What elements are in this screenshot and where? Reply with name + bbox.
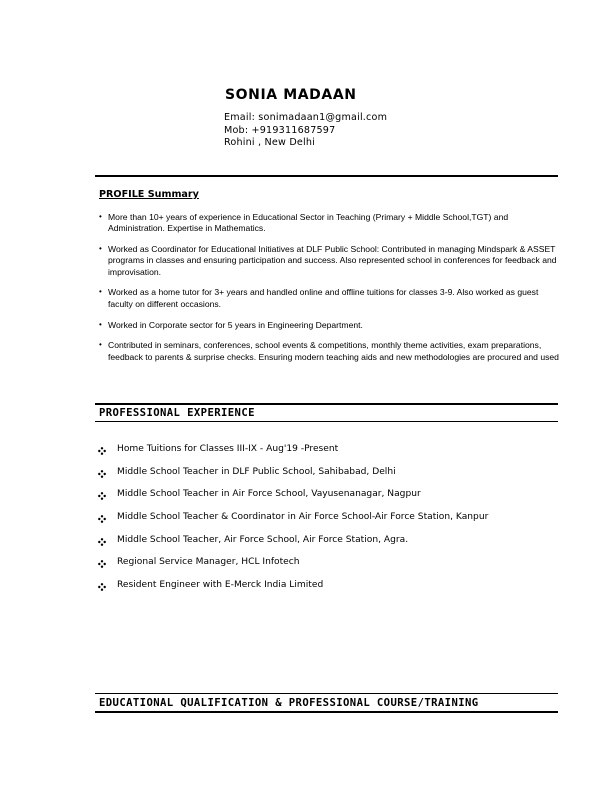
list-item	[99, 244, 559, 278]
diamond-bullet-icon	[98, 538, 106, 546]
list-item	[99, 212, 559, 235]
diamond-bullet-icon	[98, 492, 106, 500]
bullet-icon: •	[99, 319, 102, 329]
list-item	[99, 320, 559, 331]
email-line: Email: sonimadaan1@gmail.com	[224, 112, 388, 123]
experience-bottom-rule	[95, 421, 558, 422]
profile-summary-list	[99, 212, 559, 372]
profile-summary-heading: PROFILE Summary	[99, 189, 199, 200]
bullet-icon: •	[99, 340, 102, 350]
list-item	[98, 512, 558, 535]
list-item	[98, 444, 558, 467]
list-item-text: Contributed in seminars, conferences, school events & competitions, monthly theme activities, exam preparations, feedback to parents & surprise checks. Ensuring modern teaching aids and new methodologies are procured and used	[108, 340, 559, 362]
mobile-line: Mob: +919311687597	[224, 124, 336, 136]
bullet-icon: •	[99, 244, 102, 254]
diamond-bullet-icon	[98, 560, 106, 568]
list-item	[99, 340, 559, 363]
bullet-icon: •	[99, 287, 102, 297]
list-item	[98, 535, 558, 558]
contact-block	[224, 112, 387, 150]
diamond-bullet-icon	[98, 447, 106, 455]
education-bottom-rule	[95, 711, 558, 713]
header-divider	[95, 175, 558, 177]
list-item	[98, 557, 558, 580]
bullet-icon: •	[99, 212, 102, 221]
list-item-text: Middle School Teacher, Air Force School, Air Force Station, Agra.	[117, 534, 409, 545]
list-item-text: Home Tuitions for Classes III-IX - Aug'19 -Present	[117, 444, 339, 454]
list-item-text: More than 10+ years of experience in Educational Sector in Teaching (Primary + Middle School,TGT) and Administration. Expertise in Mathematics.	[108, 212, 509, 234]
education-heading: EDUCATIONAL QUALIFICATION & PROFESSIONAL COURSE/TRAINING	[99, 697, 479, 709]
list-item-text: Middle School Teacher in DLF Public School, Sahibabad, Delhi	[117, 466, 396, 477]
list-item	[98, 489, 558, 512]
experience-list	[98, 444, 558, 603]
list-item-text: Middle School Teacher in Air Force School, Vayusenanagar, Nagpur	[117, 489, 421, 500]
education-top-rule	[95, 693, 558, 694]
diamond-bullet-icon	[98, 583, 106, 591]
list-item	[98, 467, 558, 490]
list-item	[99, 287, 559, 310]
list-item-text: Worked in Corporate sector for 5 years in Engineering Department.	[108, 319, 363, 330]
list-item-text: Worked as a home tutor for 3+ years and handled online and offline tuitions for classes 3-9. Also worked as guest faculty on different occasions.	[108, 287, 539, 309]
candidate-name: SONIA MADAAN	[225, 87, 357, 103]
location-line: Rohini , New Delhi	[224, 137, 316, 149]
list-item-text: Regional Service Manager, HCL Infotech	[117, 557, 300, 568]
diamond-bullet-icon	[98, 515, 106, 523]
diamond-bullet-icon	[98, 470, 106, 478]
list-item-text: Resident Engineer with E-Merck India Limited	[117, 580, 324, 591]
list-item	[98, 580, 558, 603]
experience-top-rule	[95, 403, 558, 405]
list-item-text: Middle School Teacher & Coordinator in Air Force School-Air Force Station, Kanpur	[117, 512, 489, 523]
list-item-text: Worked as Coordinator for Educational Initiatives at DLF Public School: Contributed in managing Mindspark & ASSET programs in classes and ensuring participation and success. Also represented school in conferences for feedback and improvisation.	[108, 244, 557, 277]
experience-heading: PROFESSIONAL EXPERIENCE	[99, 407, 255, 419]
